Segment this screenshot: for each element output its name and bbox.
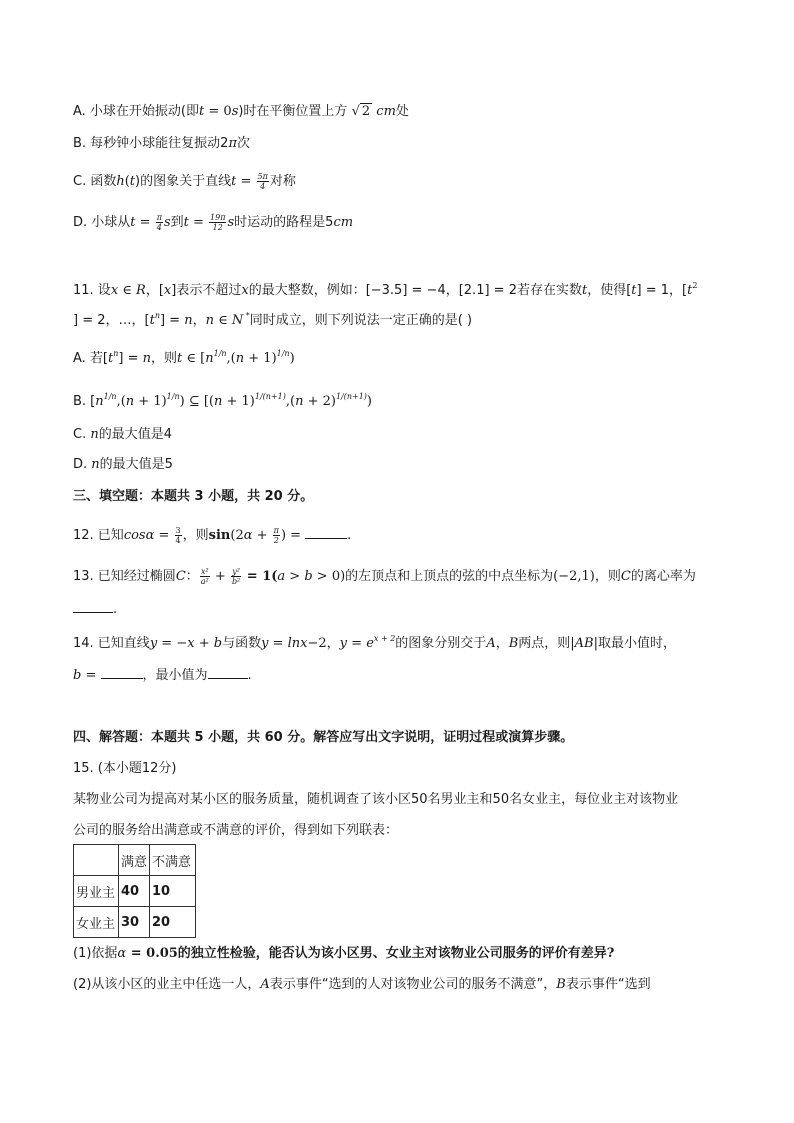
table-row bbox=[74, 876, 196, 907]
table-cell: 30 bbox=[119, 907, 150, 938]
q15-sub1: (1)依据α = 0.05的独立性检验，能否认为该小区男、女业主对该物业公司服务的评价有差异? bbox=[73, 946, 615, 961]
q14-line2: b = ，最小值为 . bbox=[73, 668, 252, 683]
q11-option-a: A. 若$[t^n] = n$，则t ∈ $[n^{1/n},(n + 1)^{1/n})$ bbox=[73, 349, 295, 366]
q11-stem-line1: 11. 设x ∈ R，[x]表示不超过x的最大整数，例如：[−3.5] = −4，[2.1] = 2若存在实数t，使得[t] = 1，[$t^2$ bbox=[73, 281, 698, 298]
q11-stem-line2: ] = 2，…，$[t^n] = n$，n ∈ N *同时成立，则下列说法一定正确的是( ) bbox=[73, 311, 473, 328]
sqrt-symbol: √ 2 bbox=[351, 104, 371, 119]
contingency-table bbox=[73, 844, 196, 938]
q15-paragraph-line2: 公司的服务给出满意或不满意的评价，得到如下列联表： bbox=[73, 823, 399, 838]
section4-heading: 四、解答题：本题共 5 小题，共 60 分。解答应写出文字说明，证明过程或演算步骤。 bbox=[73, 730, 574, 745]
table-row-label: 女业主 bbox=[74, 907, 119, 938]
fraction: $\frac{19\pi}{12}$ bbox=[210, 213, 226, 232]
table-row-label: 男业主 bbox=[74, 876, 119, 907]
fraction: $\frac{\pi}{2}$ bbox=[273, 526, 279, 545]
q14-line1: 14. 已知直线y = −x + b与函数y = lnx−2，$y = e^{x + 2}$的图象分别交于A，B两点，则|AB|取最小值时， bbox=[73, 634, 677, 651]
q15-paragraph-line1: 某物业公司为提高对某小区的服务质量，随机调查了该小区50名男业主和50名女业主，每位业主对该物业 bbox=[73, 792, 679, 807]
fraction: $\frac{\text{x²}}{\text{a²}}$ bbox=[200, 567, 209, 586]
q15-title: 15. (本小题12分) bbox=[73, 761, 177, 776]
q11-option-d: D. n的最大值是5 bbox=[73, 457, 173, 472]
fraction: $\frac{\text{y²}}{\text{b²}}$ bbox=[231, 567, 241, 586]
answer-blank bbox=[73, 600, 113, 613]
fraction: $\frac{5\pi}{4}$ bbox=[257, 172, 268, 191]
q12: 12. 已知cosα = $\frac{3}{4}$ ，则sin(2α + $\frac{\pi}{2}$ ) = . bbox=[73, 526, 352, 545]
q10-option-a: A. 小球在开始振动(即t = 0s)时在平衡位置上方 √ 2 cm处 bbox=[73, 104, 409, 119]
q15-sub2: (2)从该小区的业主中任选一人，A表示事件“选到的人对该物业公司的服务不满意”，B表示事件“选到 bbox=[73, 977, 651, 992]
table-row bbox=[74, 907, 196, 938]
q10-option-b: B. 每秒钟小球能往复振动2π次 bbox=[73, 136, 251, 151]
table-header-cell: 不满意 bbox=[150, 845, 196, 876]
q13-line1: 13. 已知经过椭圆C： $\frac{\text{x²}}{\text{a²}}$ + $\frac{\text{y²}}{\text{b²}}$ = 1(a > b > 0)的左顶点和上顶点的弦的中点坐标为(−2,1)，则C的离心率为 bbox=[73, 567, 696, 586]
q13-line2: . bbox=[73, 600, 117, 619]
table-cell: 40 bbox=[119, 876, 150, 907]
table-header-cell bbox=[74, 845, 119, 876]
fraction: $\frac{\pi}{4}$ bbox=[156, 213, 162, 232]
table-header-cell: 满意 bbox=[119, 845, 150, 876]
q10-option-c: C. 函数h(t)的图象关于直线t = $\frac{5\pi}{4}$ 对称 bbox=[73, 172, 296, 191]
table-cell: 20 bbox=[150, 907, 196, 938]
table-cell: 10 bbox=[150, 876, 196, 907]
section3-heading: 三、填空题：本题共 3 小题，共 20 分。 bbox=[73, 489, 314, 504]
q11-option-c: C. n的最大值是4 bbox=[73, 427, 172, 442]
answer-blank bbox=[101, 666, 143, 679]
answer-blank bbox=[208, 666, 248, 679]
table-header-row bbox=[74, 845, 196, 876]
q10-option-d: D. 小球从t = $\frac{\pi}{4}$ s到t = $\frac{19\pi}{12}$ s时运动的路程是5cm bbox=[73, 213, 354, 232]
answer-blank bbox=[305, 526, 347, 539]
q11-option-b: B. $[n^{1/n},(n + 1)^{1/n})$ ⊆ $[(n + 1)^{1/(n+1)},(n + 2)^{1/(n+1)})$ bbox=[73, 392, 372, 409]
fraction: $\frac{3}{4}$ bbox=[175, 526, 181, 545]
